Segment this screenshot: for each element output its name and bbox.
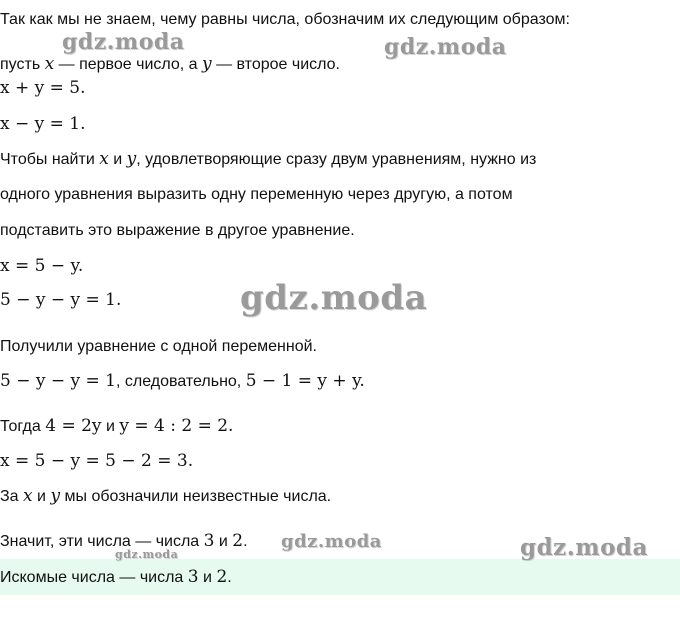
method-line-2: одного уравнения выразить одну переменную через другую, а потом [0, 186, 513, 203]
equation-solve-x: x = 5 − y = 5 − 2 = 3. [0, 451, 194, 471]
simplification-line: 5 − y − y = 1, следовательно, 5 − 1 = y + y. [0, 371, 365, 391]
watermark: gdz.moda [384, 34, 507, 60]
conclusion-line: Значит, эти числа — числа 3 и 2. [0, 531, 248, 551]
watermark: gdz.moda [281, 531, 382, 552]
solve-y-line: Тогда 4 = 2y и y = 4 : 2 = 2. [0, 416, 234, 436]
unknowns-note: За x и y мы обозначили неизвестные числа. [0, 486, 332, 506]
answer-line: Искомые числа — числа 3 и 2. [0, 567, 232, 587]
watermark: gdz.moda [240, 278, 428, 318]
variables-definition: пусть x — первое число, а y — второе число. [0, 54, 340, 74]
watermark: gdz.moda [115, 548, 179, 561]
method-line-3: подставить это выражение в другое уравнение. [0, 222, 355, 239]
equation-sum: x + y = 5. [0, 78, 86, 98]
equation-substituted: 5 − y − y = 1. [0, 290, 122, 310]
intro-line: Так как мы не знаем, чему равны числа, обозначим их следующим образом: [0, 11, 570, 28]
watermark: gdz.moda [62, 29, 185, 55]
equation-express-x: x = 5 − y. [0, 256, 84, 276]
single-variable-note: Получили уравнение с одной переменной. [0, 338, 317, 355]
watermark: gdz.moda [520, 534, 648, 561]
equation-difference: x − y = 1. [0, 114, 86, 134]
method-line-1: Чтобы найти x и y, удовлетворяющие сразу двум уравнениям, нужно из [0, 149, 537, 169]
